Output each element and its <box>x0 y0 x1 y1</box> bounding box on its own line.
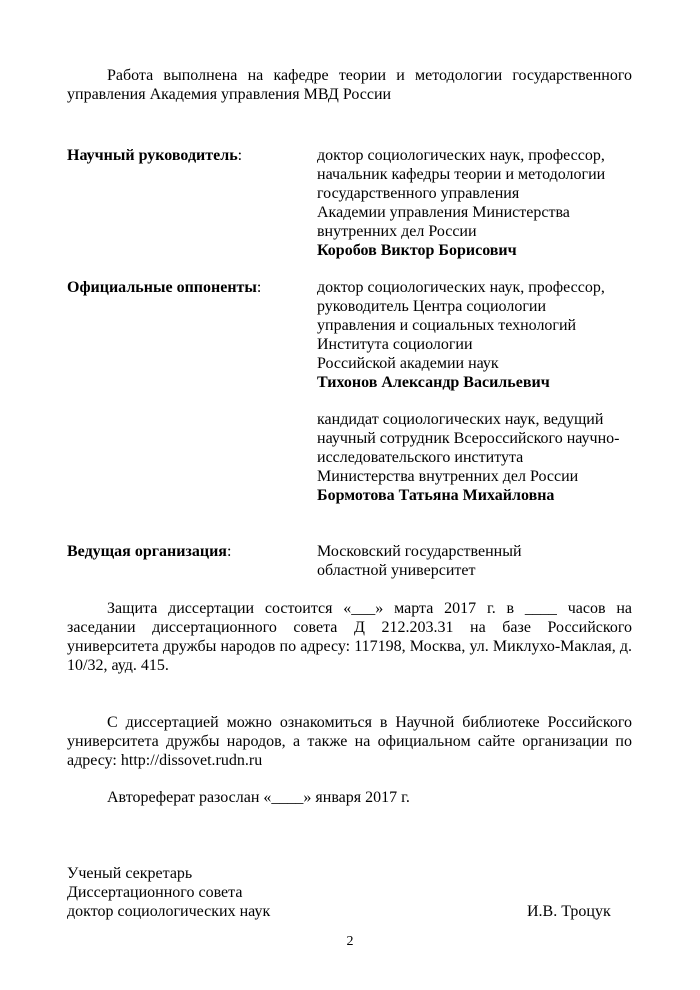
opponents-label <box>67 278 261 297</box>
opponent-line: исследовательского института <box>317 449 524 466</box>
opponent-line: Министерства внутренних дел России <box>317 468 579 485</box>
supervisor-label <box>67 146 242 165</box>
opponent-first-block <box>317 278 647 392</box>
opponent-line: научный сотрудник Всероссийского научно- <box>317 430 620 447</box>
supervisor-block <box>317 146 647 260</box>
opponent-line: Института социологии <box>317 336 473 353</box>
opponent-first-name: Тихонов Александр Васильевич <box>317 374 550 391</box>
abstract-sent-paragraph: Автореферат разослан «____» января 2017 г. <box>107 789 410 806</box>
leading-org-line: областной университет <box>317 562 476 579</box>
leading-org-block <box>317 542 647 580</box>
leading-org-label <box>67 542 231 561</box>
secretary-block <box>67 864 270 921</box>
opponent-second-name: Бормотова Татьяна Михайловна <box>317 487 555 504</box>
opponent-line: доктор социологических наук, профессор, <box>317 279 605 296</box>
secretary-name: И.В. Троцук <box>527 903 611 920</box>
supervisor-line: внутренних дел России <box>317 223 477 240</box>
supervisor-line: Академии управления Министерства <box>317 204 570 221</box>
defense-paragraph: Защита диссертации состоится «___» марта 2017 г. в ____ часов на заседании диссертационного совета Д 212.203.31 на базе Российского университета дружбы народов по адресу: 117198, Москва, ул. Миклухо-Маклая, д. 10/32, ауд. 415. <box>67 600 632 674</box>
secretary-line: доктор социологических наук <box>67 903 271 920</box>
secretary-line: Диссертационного совета <box>67 884 243 901</box>
secretary-line: Ученый секретарь <box>67 865 193 882</box>
supervisor-line: государственного управления <box>317 185 520 202</box>
leading-org-line: Московский государственный <box>317 543 522 560</box>
opponents-label-colon: : <box>256 279 262 296</box>
opponent-line: управления и социальных технологий <box>317 317 577 334</box>
supervisor-line: доктор социологических наук, профессор, <box>317 147 605 164</box>
supervisor-label-colon: : <box>237 147 243 164</box>
opponent-line: руководитель Центра социологии <box>317 298 547 315</box>
supervisor-label-text: Научный руководитель <box>67 147 238 164</box>
opponent-second-block <box>317 410 647 505</box>
leading-org-label-text: Ведущая организация <box>67 543 227 560</box>
opponent-line: кандидат социологических наук, ведущий <box>317 411 604 428</box>
library-paragraph: С диссертацией можно ознакомиться в Научной библиотеке Российского университета дружбы народов, а также на официальном сайте организации по адресу: http://dissovet.rudn.ru <box>67 714 632 769</box>
supervisor-name: Коробов Виктор Борисович <box>317 242 517 259</box>
page-number: 2 <box>346 934 354 949</box>
supervisor-line: начальник кафедры теории и методологии <box>317 166 606 183</box>
opponents-label-text: Официальные оппоненты <box>67 279 257 296</box>
leading-org-label-colon: : <box>226 543 232 560</box>
intro-paragraph: Работа выполнена на кафедре теории и методологии государственного управления Академия управления МВД России <box>67 67 632 103</box>
opponent-line: Российской академии наук <box>317 355 499 372</box>
